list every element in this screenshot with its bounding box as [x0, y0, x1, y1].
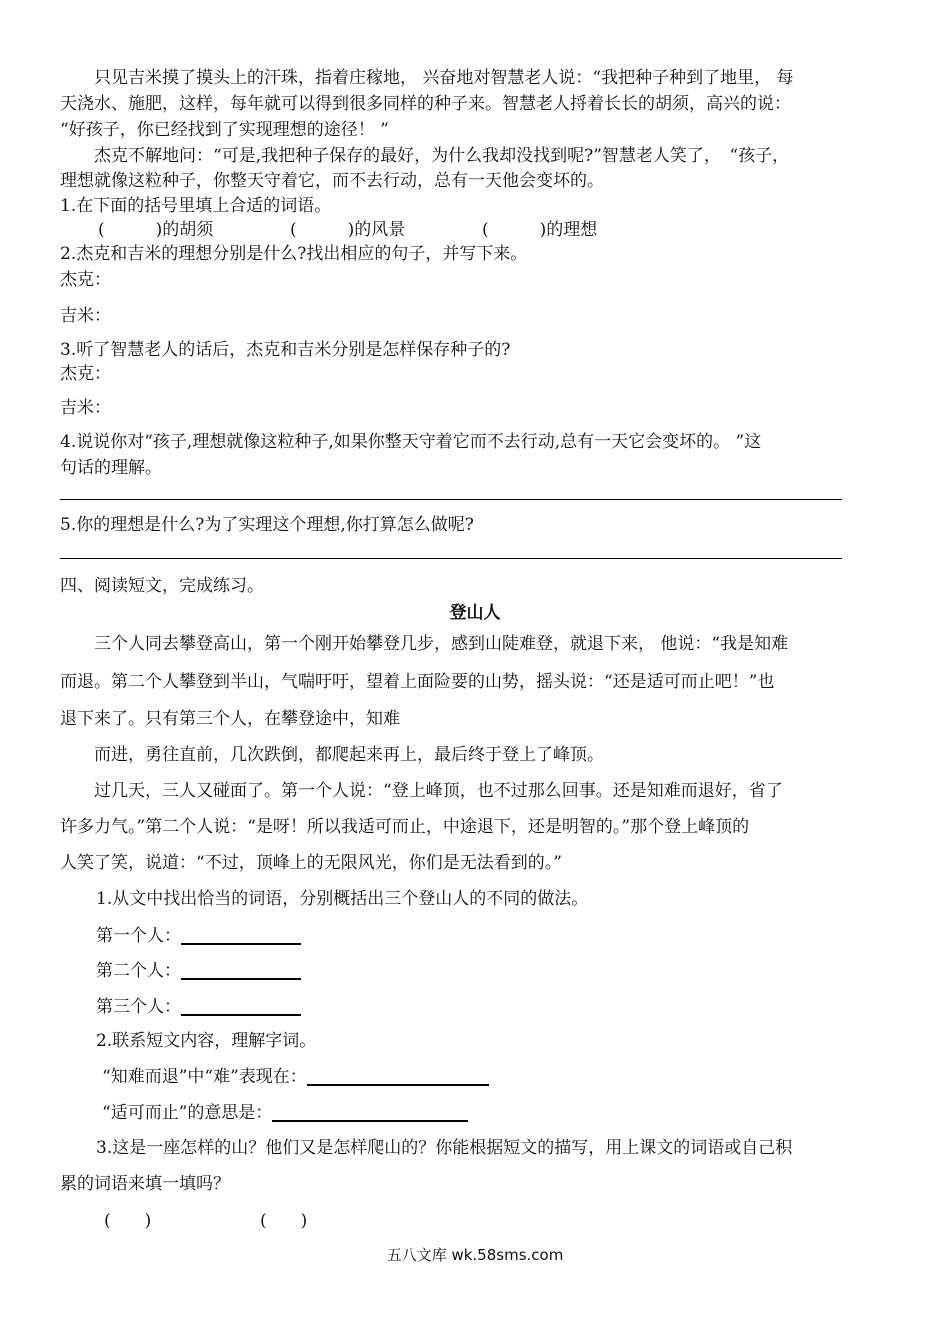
s4-question-3-line: 累的词语来填一填吗？: [60, 1174, 230, 1194]
story-line: 人笑了笑，说道：“不过，顶峰上的无限风光，你们是无法看到的。”: [60, 853, 562, 873]
answer-row-shike: [102, 1100, 468, 1125]
story-line: 许多力气。”第二个人说：“是呀！所以我适可而止，中途退下，还是明智的。”那个登上峰顶的: [60, 817, 750, 837]
answer-label-jimmy: 吉米：: [60, 306, 111, 326]
story-line: 而退。第二个人攀登到半山，气喘吁吁，望着上面险要的山势，摇头说：“还是适可而止吧！”也: [60, 672, 775, 692]
answer-blank[interactable]: [181, 923, 301, 945]
answer-label-jack: 杰克：: [60, 270, 111, 290]
story-title: 登山人: [449, 603, 501, 623]
passage1-line: “好孩子，你已经找到了实现理想的途径！ ”: [60, 120, 389, 140]
passage1-line: 理想就像这粒种子，你整天守着它，而不去行动，总有一天他会变坏的。: [60, 171, 604, 191]
passage1-line: 只见吉米摸了摸头上的汗珠，指着庄稼地， 兴奋地对智慧老人说：“我把种子种到了地里， 每: [60, 68, 794, 88]
s4-question-1-label: 1.从文中找出恰当的词语，分别概括出三个登山人的不同的做法。: [96, 889, 589, 909]
shike-prompt: “适可而止”的意思是：: [102, 1103, 273, 1123]
answer-paren[interactable]: ( ): [260, 1211, 308, 1231]
answer-row-second: [96, 958, 896, 983]
story-line: 而进，勇往直前，几次跌倒，都爬起来再上，最后终于登上了峰顶。: [60, 745, 604, 765]
answer-blank[interactable]: [181, 994, 301, 1016]
answer-row-first: [96, 923, 896, 948]
answer-row-zhinan: [102, 1064, 489, 1089]
answer-row-third: [96, 994, 896, 1019]
answer-label-jimmy: 吉米：: [60, 398, 111, 418]
question-3-label: 3.听了智慧老人的话后，杰克和吉米分别是怎样保存种子的?: [60, 340, 511, 360]
s4-question-2-label: 2.联系短文内容，理解字词。: [96, 1031, 317, 1051]
question-1-label: 1.在下面的括号里填上合适的词语。: [60, 196, 332, 216]
answer-blank[interactable]: [181, 958, 301, 980]
answer-label-jack: 杰克：: [60, 364, 111, 384]
story-line: 三个人同去攀登高山，第一个刚开始攀登几步，感到山陡难登，就退下来， 他说：“我是知难: [60, 634, 789, 654]
answer-blank[interactable]: [307, 1064, 489, 1086]
footer-watermark: 五八文库 wk.58sms.com: [386, 1246, 564, 1264]
question-5-label: 5.你的理想是什么?为了实理这个理想,你打算怎么做呢?: [60, 515, 474, 535]
section-4-heading: 四、阅读短文，完成练习。: [60, 576, 264, 596]
answer-line[interactable]: [60, 499, 842, 500]
third-person-label: 第三个人：: [96, 997, 181, 1017]
answer-paren[interactable]: ( ): [104, 1211, 152, 1231]
question-4-line: 4.说说你对“孩子,理想就像这粒种子,如果你整天守着它而不去行动,总有一天它会变坏的。 ”这: [60, 432, 762, 452]
question-2-label: 2.杰克和吉米的理想分别是什么?找出相应的句子，并写下来。: [60, 244, 528, 264]
story-line: 过几天，三人又碰面了。第一个人说：“登上峰顶，也不过那么回事。还是知难而退好，省了: [60, 781, 783, 801]
story-line: 退下来了。只有第三个人，在攀登途中，知难: [60, 709, 400, 729]
passage1-line: 天浇水、施肥，这样，每年就可以得到很多同样的种子来。智慧老人捋着长长的胡须，高兴的说：: [60, 94, 791, 114]
second-person-label: 第二个人：: [96, 961, 181, 981]
passage1-line: 杰克不解地问：“可是,我把种子保存的最好，为什么我却没找到呢?”智慧老人笑了， “孩子，: [60, 146, 790, 166]
s4-question-3-line: 3.这是一座怎样的山？他们又是怎样爬山的？你能根据短文的描写，用上课文的词语或自己积: [96, 1138, 793, 1158]
fill-blank-ideal[interactable]: ( )的理想: [482, 220, 598, 240]
first-person-label: 第一个人：: [96, 926, 181, 946]
fill-blank-scenery[interactable]: ( )的风景: [290, 220, 406, 240]
zhinan-prompt: “知难而退”中“难”表现在：: [102, 1067, 307, 1087]
answer-blank[interactable]: [272, 1100, 468, 1122]
question-4-line: 句话的理解。: [60, 458, 162, 478]
fill-blank-beard[interactable]: ( )的胡须: [98, 220, 214, 240]
answer-line[interactable]: [60, 558, 842, 559]
